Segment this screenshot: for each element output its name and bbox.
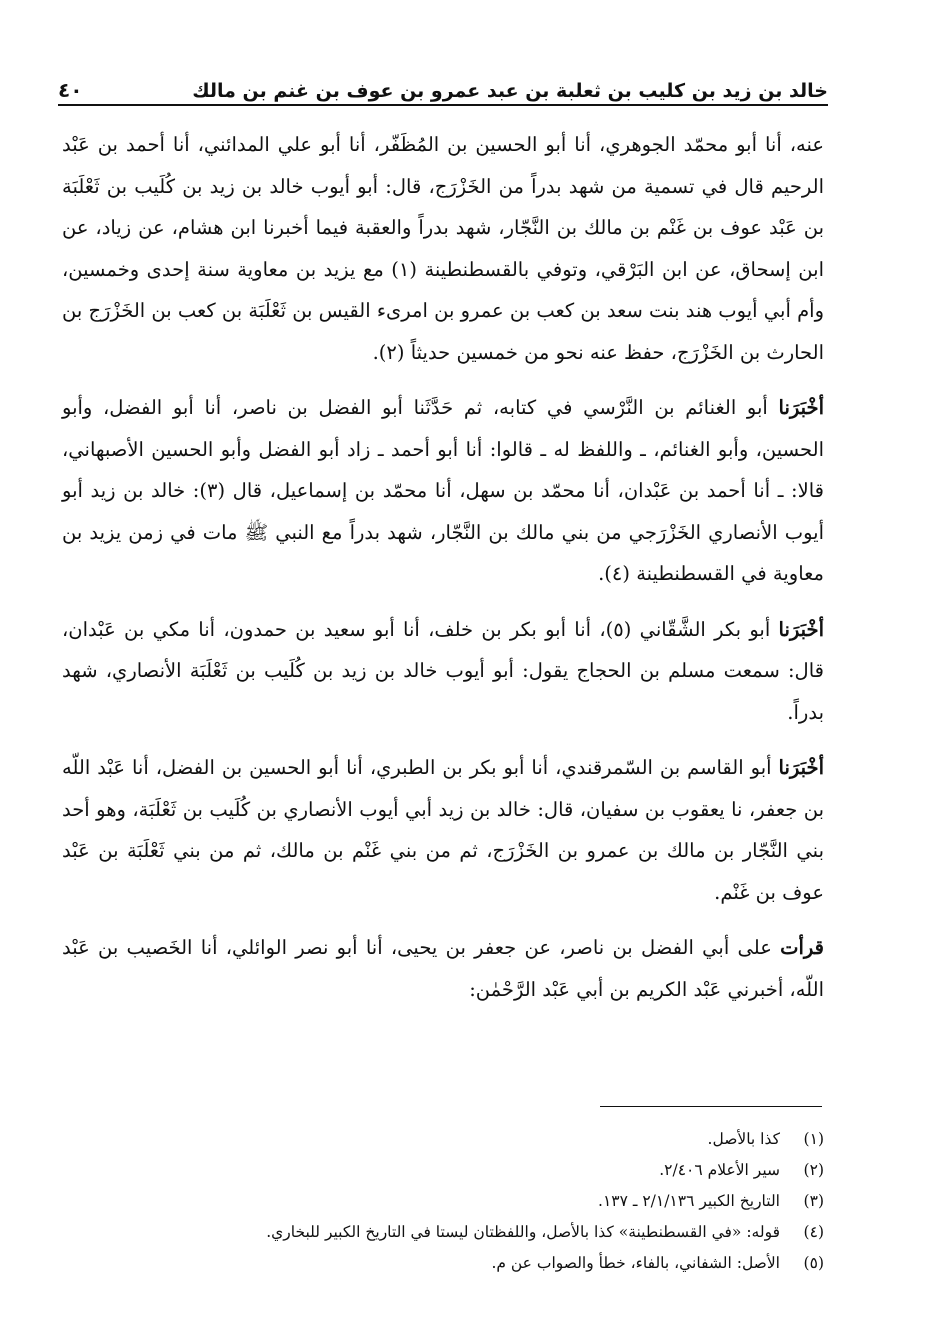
footnote-2 bbox=[120, 1155, 824, 1186]
paragraph-3 bbox=[62, 609, 824, 734]
page-header bbox=[58, 66, 828, 102]
footnote-4 bbox=[120, 1217, 824, 1248]
footnote-number: (٤) bbox=[803, 1223, 824, 1241]
header-rule bbox=[58, 104, 828, 106]
footnote-text: التاريخ الكبير ٢/١/١٣٦ ـ ١٣٧. bbox=[598, 1192, 780, 1210]
paragraph-2 bbox=[62, 387, 824, 595]
footnote-text: كذا بالأصل. bbox=[707, 1130, 780, 1148]
footnotes bbox=[120, 1124, 824, 1279]
paragraph-4-text: أبو القاسم بن السّمرقندي، أنا أبو بكر بن الطبري، أنا أبو الحسين بن الفضل، أنا عَبْد اللّه بن جعفر، نا يعقوب بن سفيان، قال: خالد بن زيد أبي أيوب الأنصاري بن كُلَيب بن ثَعْلَبَة، وهو أحد بني النَّجّار بن مالك بن عمرو بن الخَزْرَج، ثم من بني غَنْم بن مالك، ثم من بني ثَعْلَبَة بن عَبْد عوف بن غَنْم. bbox=[62, 756, 824, 904]
paragraph-4 bbox=[62, 747, 824, 913]
paragraph-3-keyword: أخْبَرَنا bbox=[778, 617, 824, 641]
footnote-3 bbox=[120, 1186, 824, 1217]
footnote-number: (٢) bbox=[803, 1161, 824, 1179]
footnote-5 bbox=[120, 1248, 824, 1279]
footnote-number: (٥) bbox=[803, 1254, 824, 1272]
footnote-number: (٣) bbox=[803, 1192, 824, 1210]
footnote-number: (١) bbox=[803, 1130, 824, 1148]
paragraph-5 bbox=[62, 927, 824, 1010]
running-title: خالد بن زيد بن كليب بن ثعلبة بن عبد عمرو بن عوف بن غنم بن مالك bbox=[192, 80, 828, 102]
paragraph-2-text: أبو الغنائم بن النَّرْسي في كتابه، ثم حَدَّثَنا أبو الفضل بن ناصر، أنا أبو الفضل، وأبو الحسين، وأبو الغنائم، ـ واللفظ له ـ قالوا: أنا أبو أحمد ـ زاد أبو الفضل وأبو الحسين الأصبهاني، قالا: ـ أنا أحمد بن عَبْدان، أنا محمّد بن سهل، أنا محمّد بن إسماعيل، قال (٣): خالد بن زيد أبو أيوب الأنصاري الخَزْرَجي من بني مالك بن النَّجّار، شهد بدراً مع النبي ﷺ مات في زمن يزيد بن معاوية في القسطنطينة (٤). bbox=[62, 396, 824, 585]
footnote-text: الأصل: الشفاني، بالفاء، خطأ والصواب عن م. bbox=[491, 1254, 780, 1272]
paragraph-5-text: على أبي الفضل بن ناصر، عن جعفر بن يحيى، أنا أبو نصر الوائلي، أنا الخَصيب بن عَبْد اللّه، أخبرني عَبْد الكريم بن أبي عَبْد الرَّحْمٰن: bbox=[62, 936, 824, 1001]
page-number: ٤٠ bbox=[58, 78, 83, 102]
paragraph-5-keyword: قرأت bbox=[780, 936, 824, 959]
footnote-text: سير الأعلام ٢/٤٠٦. bbox=[659, 1161, 780, 1179]
paragraph-4-keyword: أخْبَرَنا bbox=[778, 756, 824, 779]
main-text bbox=[62, 124, 824, 1024]
paragraph-3-text: أبو بكر الشَّقّاني (٥)، أنا أبو بكر بن خلف، أنا أبو سعيد بن حمدون، أنا مكي بن عَبْدان، قال: سمعت مسلم بن الحجاج يقول: أبو أيوب خالد بن زيد بن كُلَيب بن ثَعْلَبَة الأنصاري، شهد بدراً. bbox=[62, 617, 824, 724]
footnote-rule bbox=[600, 1106, 822, 1107]
paragraph-2-keyword: أخْبَرَنا bbox=[778, 396, 824, 419]
footnote-text: قوله: «في القسطنطينة» كذا بالأصل، واللفظتان ليستا في التاريخ الكبير للبخاري. bbox=[266, 1223, 780, 1241]
paragraph-1-text: عنه، أنا أبو محمّد الجوهري، أنا أبو الحسين بن المُظَفّر، أنا أبو علي المدائني، أنا أحمد بن عَبْد الرحيم قال في تسمية من شهد بدراً من الخَزْرَج، قال: أبو أيوب خالد بن زيد بن كُلَيب بن ثَعْلَبَة بن عَبْد عوف بن غَنْم بن مالك بن النَّجّار، شهد بدراً والعقبة فيما أخبرنا ابن هشام، عن زياد، عن ابن إسحاق، عن ابن البَرْقي، وتوفي بالقسطنطينة (١) مع يزيد بن معاوية سنة إحدى وخمسين، وأم أبي أيوب هند بنت سعد بن كعب بن عمرو بن امرىء القيس بن ثَعْلَبَة بن كعب بن الخَزْرَج بن الحارث بن الخَزْرَج، حفظ عنه نحو من خمسين حديثاً (٢). bbox=[62, 133, 824, 364]
paragraph-1 bbox=[62, 124, 824, 373]
footnote-1 bbox=[120, 1124, 824, 1155]
